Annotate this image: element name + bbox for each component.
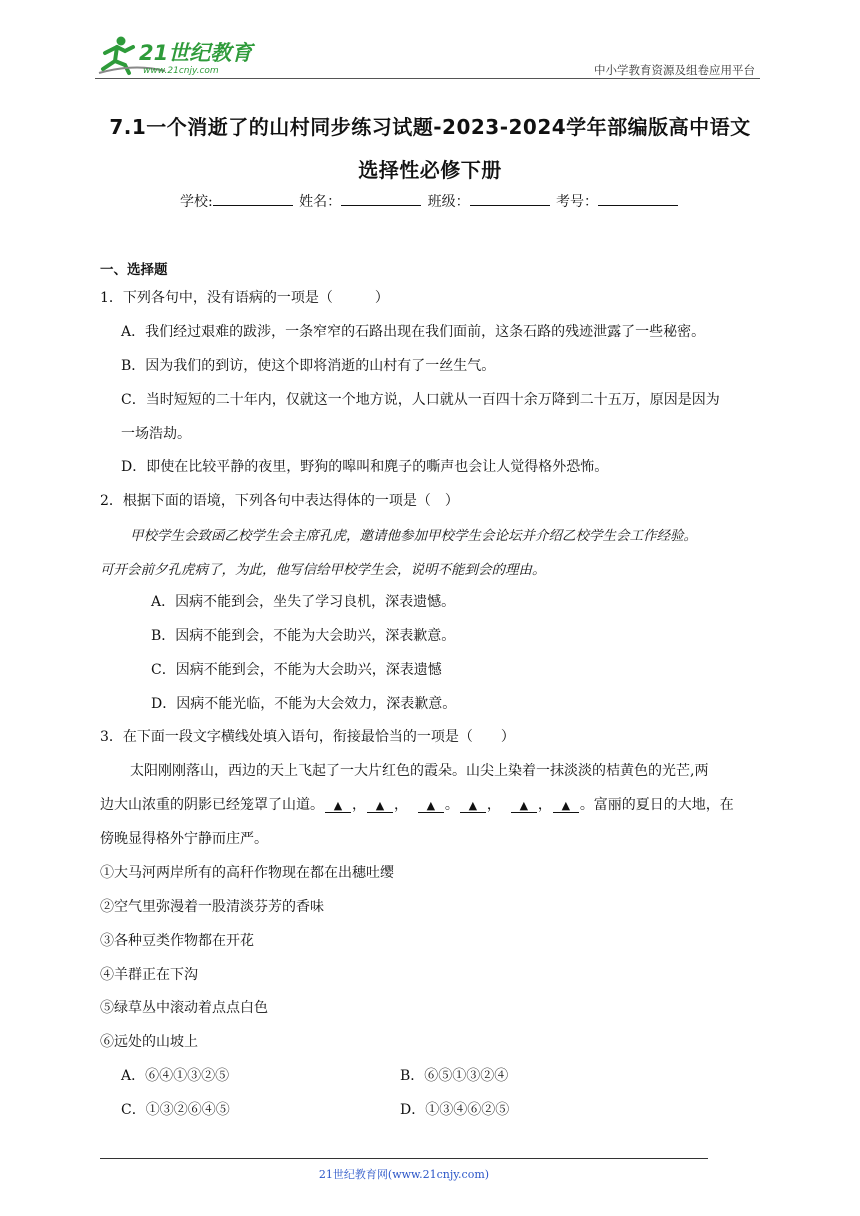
logo: [95, 33, 265, 77]
question-2-option-d: D．因病不能光临，不能为大会效力，深表歉意。: [151, 696, 457, 712]
blank-4: ▲: [460, 799, 486, 813]
question-3-option-c: C．①③②⑥④⑤: [121, 1102, 230, 1118]
question-1-option-d: D．即使在比较平静的夜里，野狗的嗥叫和麂子的嘶声也会让人觉得格外恐怖。: [121, 459, 609, 475]
section-heading: 一、选择题: [100, 262, 168, 278]
question-1-option-c: C．当时短短的二十年内，仅就这一个地方说，人口就从一百四十余万降到二十五万，原因是因为: [121, 392, 720, 408]
question-1-option-a: A．我们经过艰难的跋涉，一条窄窄的石路出现在我们面前，这条石路的残迹泄露了一些秘密。: [121, 324, 706, 340]
question-3-option-b: B．⑥⑤①③②④: [400, 1068, 509, 1084]
question-3-option-a: A．⑥④①③②⑤: [121, 1068, 230, 1084]
question-1-option-c-cont: 一场浩劫。: [121, 426, 191, 442]
blank-2: ▲: [367, 799, 393, 813]
question-3-passage-3: 傍晚显得格外宁静而庄严。: [100, 831, 268, 847]
passage-text: 边大山浓重的阴影已经笼罩了山道。: [100, 797, 324, 813]
question-1-stem: 1．下列各句中，没有语病的一项是（ ）: [100, 290, 389, 306]
question-3-item-6: ⑥远处的山坡上: [100, 1034, 198, 1050]
class-field[interactable]: [470, 193, 550, 206]
question-2-context: 甲校学生会致函乙校学生会主席孔虎，邀请他参加甲校学生会论坛并介绍乙校学生会工作经验。: [130, 528, 697, 544]
question-2-option-c: C．因病不能到会，不能为大会助兴，深表遗憾: [151, 662, 442, 678]
header-divider: [95, 78, 760, 79]
school-field[interactable]: [213, 193, 293, 206]
name-label: 姓名：: [299, 194, 342, 210]
blank-6: ▲: [553, 799, 579, 813]
blank-5: ▲: [511, 799, 537, 813]
page-subtitle: 选择性必修下册: [358, 158, 502, 182]
platform-name: 中小学教育资源及组卷应用平台: [594, 63, 755, 77]
name-field[interactable]: [341, 193, 421, 206]
question-2-context-cont: 可开会前夕孔虎病了，为此，他写信给甲校学生会，说明不能到会的理由。: [100, 562, 546, 578]
exam-number-field[interactable]: [598, 193, 678, 206]
blank-1: ▲: [325, 799, 351, 813]
footer-divider: [100, 1158, 708, 1159]
question-3-item-3: ③各种豆类作物都在开花: [100, 933, 254, 949]
passage-text-end: 。富丽的夏日的大地，在: [579, 797, 734, 813]
question-3-passage-2: 边大山浓重的阴影已经笼罩了山道。 ▲ ， ▲ ， ▲ 。 ▲ ， ▲ ， ▲ 。富丽的夏日的大地，在: [100, 797, 734, 813]
question-3-passage-1: 太阳刚刚落山，西边的天上飞起了一大片红色的霞朵。山尖上染着一抹淡淡的桔黄色的光芒,两: [130, 763, 709, 779]
student-info-row: [0, 191, 860, 211]
page-title: 7.1一个消逝了的山村同步练习试题-2023-2024学年部编版高中语文: [109, 115, 751, 139]
question-3-item-1: ①大马河两岸所有的高秆作物现在都在出穗吐缨: [100, 865, 394, 881]
question-3-option-d: D．①③④⑥②⑤: [400, 1102, 510, 1118]
footer-link[interactable]: 21世纪教育网(www.21cnjy.com): [318, 1168, 490, 1181]
question-3-stem: 3．在下面一段文字横线处填入语句，衔接最恰当的一项是（ ）: [100, 729, 515, 745]
question-2-stem: 2．根据下面的语境，下列各句中表达得体的一项是（ ）: [100, 493, 459, 509]
class-label: 班级：: [427, 194, 470, 210]
question-3-item-2: ②空气里弥漫着一股清淡芬芳的香味: [100, 899, 324, 915]
logo-text: 21世纪教育: [139, 41, 253, 65]
question-2-option-a: A．因病不能到会，坐失了学习良机，深表遗憾。: [151, 594, 456, 610]
question-3-item-5: ⑤绿草丛中滚动着点点白色: [100, 1000, 268, 1016]
page-header: [95, 33, 760, 77]
school-label: 学校:: [179, 194, 213, 210]
exam-number-label: 考号：: [556, 194, 599, 210]
question-3-item-4: ④羊群正在下沟: [100, 967, 198, 983]
question-2-option-b: B．因病不能到会，不能为大会助兴，深表歉意。: [151, 628, 456, 644]
question-1-option-b: B．因为我们的到访，使这个即将消逝的山村有了一丝生气。: [121, 358, 496, 374]
logo-url: www.21cnjy.com: [143, 66, 219, 76]
blank-3: ▲: [418, 799, 444, 813]
